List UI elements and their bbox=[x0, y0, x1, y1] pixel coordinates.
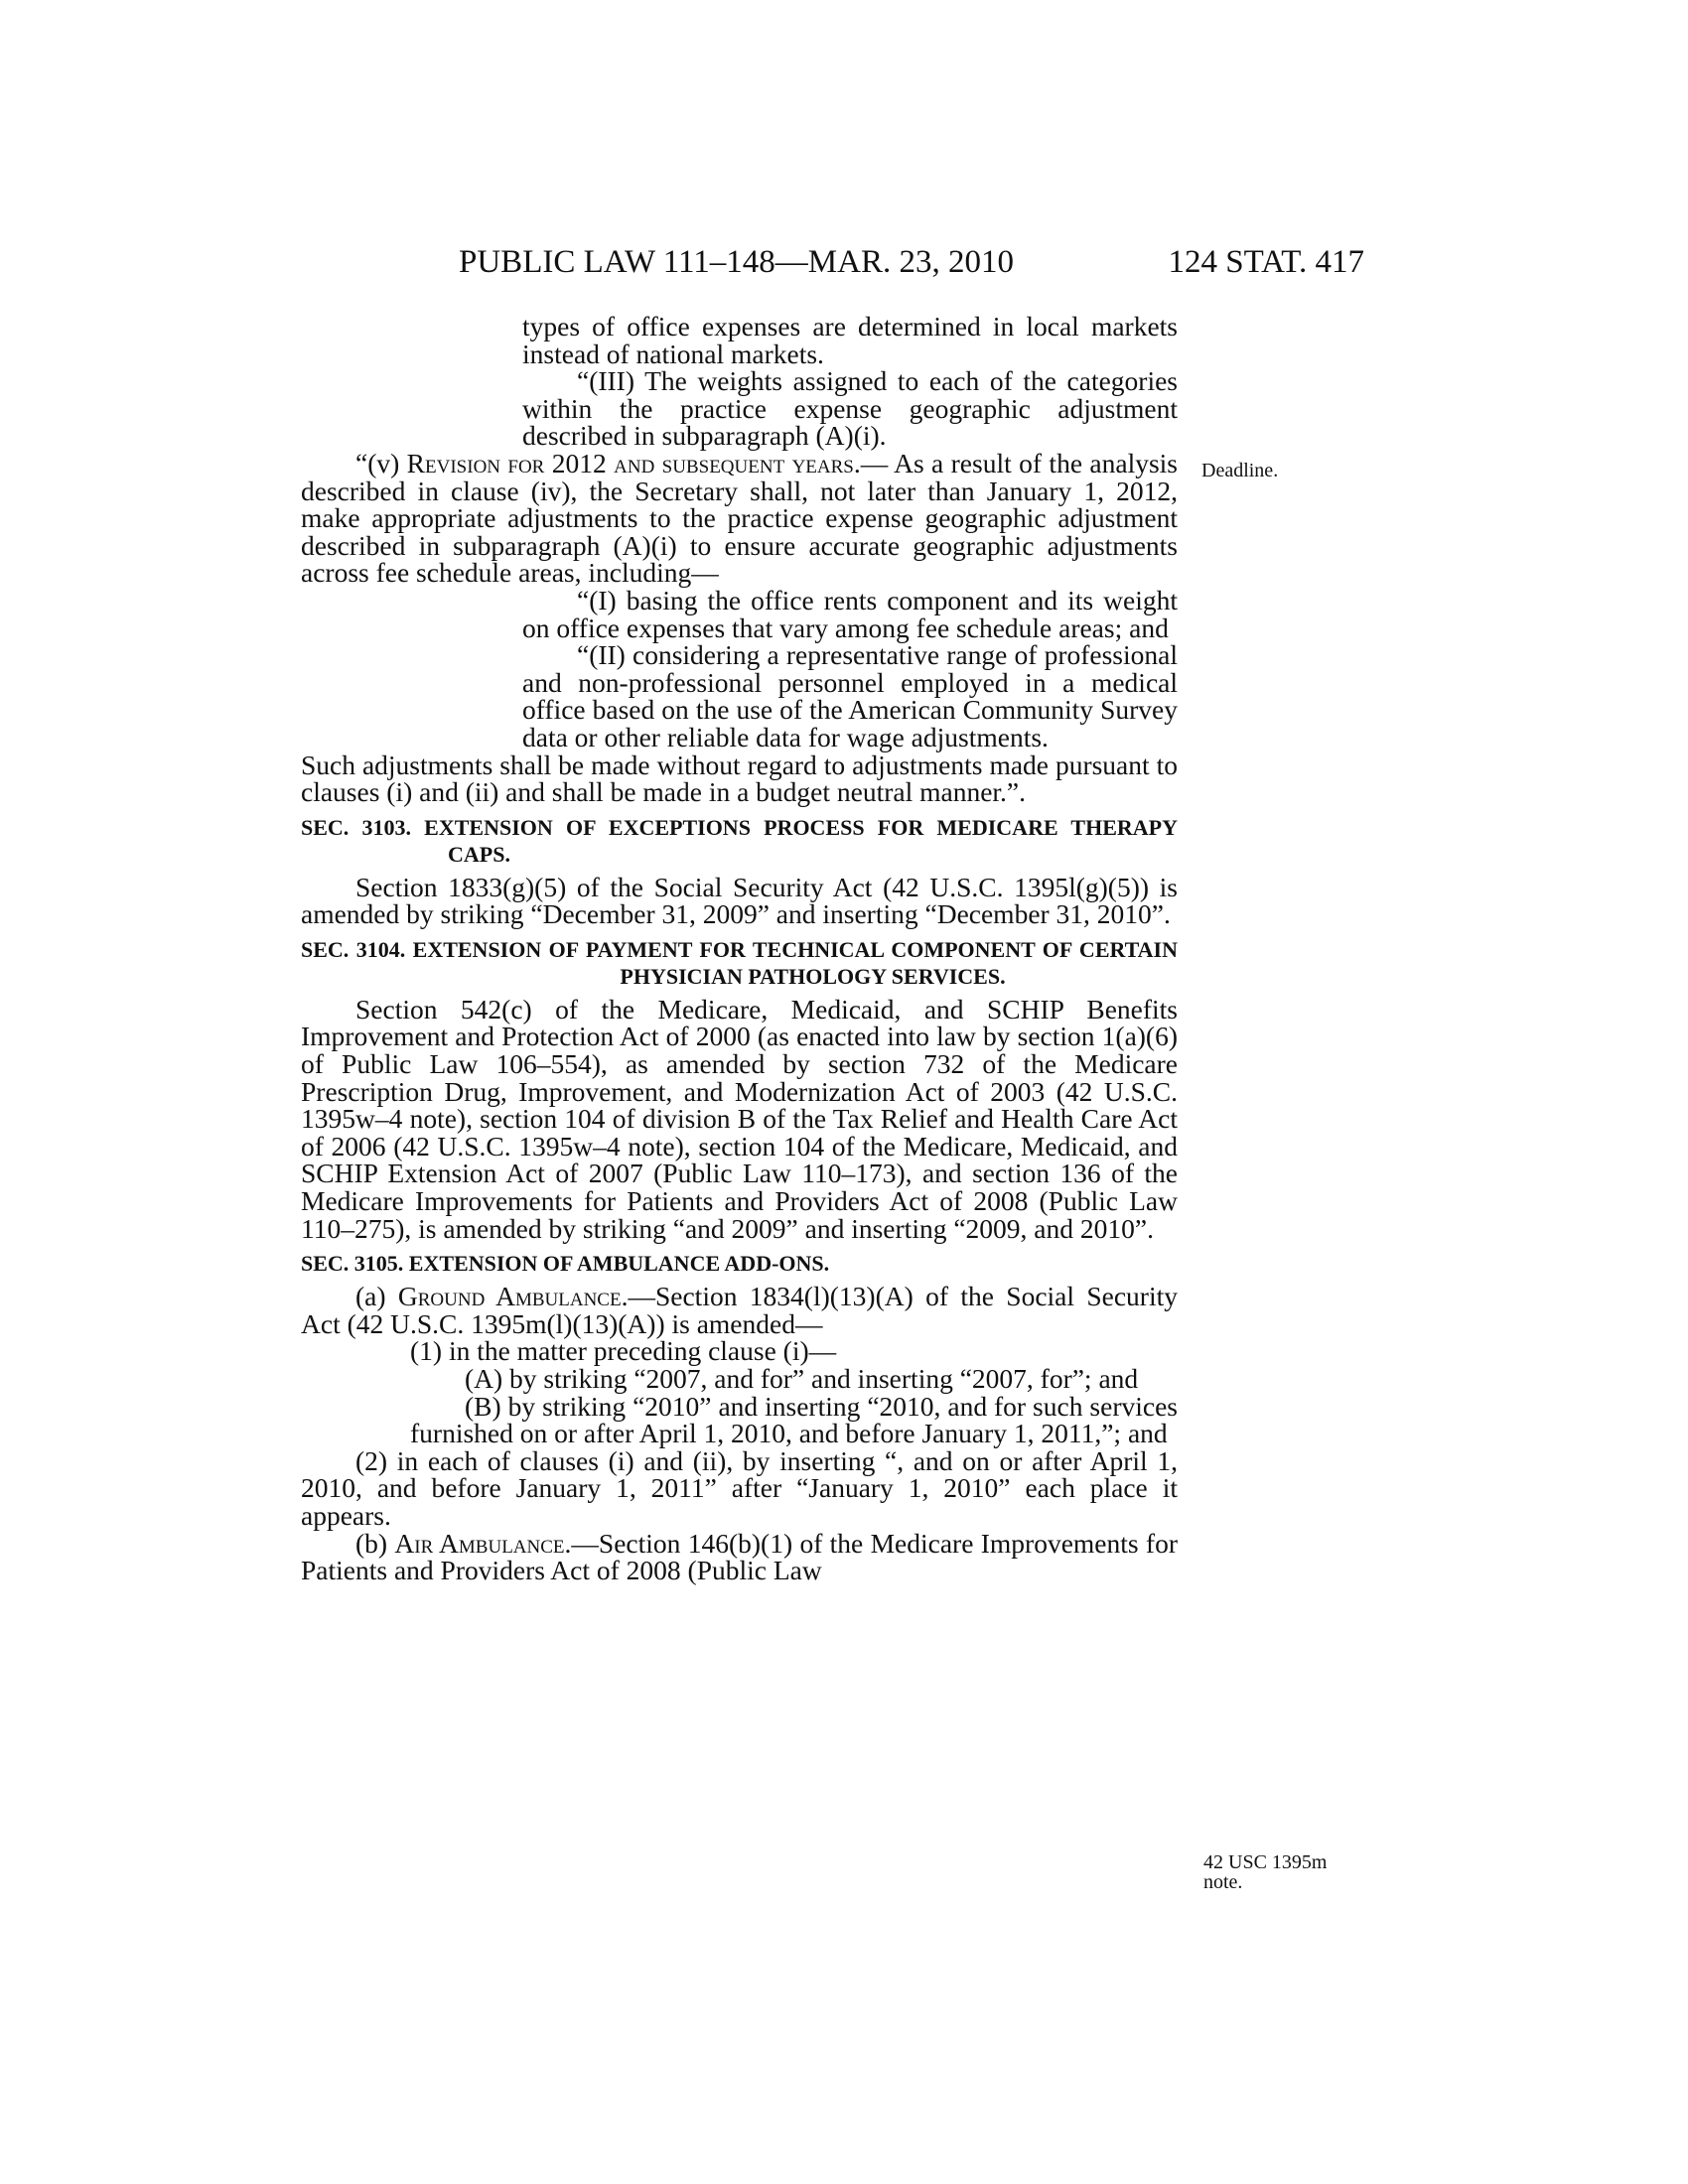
subparagraph-B: (B) by striking “2010” and inserting “2010, and for such services furnished on or after April 1, 2010, and before January 1, 2011,”; and bbox=[410, 1390, 1178, 1449]
subsection-a bbox=[301, 1283, 1178, 1337]
clause-v bbox=[301, 447, 1179, 589]
margin-note-usc-line2: note. bbox=[1203, 1871, 1243, 1893]
section-heading-3104: SEC. 3104. EXTENSION OF PAYMENT FOR TECHNICAL COMPONENT OF CERTAIN PHYSICIAN PATHOLOGY SERVICES. bbox=[301, 936, 1178, 989]
section-heading-3105: SEC. 3105. EXTENSION OF AMBULANCE ADD-ONS. bbox=[301, 1251, 830, 1277]
subsection-b bbox=[301, 1527, 1178, 1586]
clause-v-dash: .— bbox=[853, 447, 889, 478]
subparagraphs bbox=[301, 1365, 1178, 1447]
paragraph-1: (1) in the matter preceding clause (i)— bbox=[410, 1335, 837, 1367]
running-header-law: PUBLIC LAW 111–148—MAR. 23, 2010 bbox=[459, 244, 1014, 280]
subsection-a-heading: Ground Ambulance bbox=[397, 1281, 622, 1312]
subparagraph-A: (A) by striking “2007, and for” and inserting “2007, for”; and bbox=[465, 1363, 1139, 1394]
subclause-II: “(II) considering a representative range of professional and non-professional personnel employed in a medical office based on the use of the American Community Survey data or other reliable data for wage adjustments. bbox=[522, 639, 1178, 752]
subsection-a-text: .—Section 1834(l)(13)(A) of the Social Security Act (42 U.S.C. 1395m(l)(13)(A)) is amended— bbox=[301, 1281, 1178, 1339]
clause-v-text: As a result of the analysis described in clause (iv), the Secretary shall, not later than January 1, 2012, make appropriate adjustments to the practice expense geographic adjustment described in subparagraph (A)(i) to ensure accurate geographic adjustments across fee schedule areas, including— bbox=[301, 447, 1179, 589]
paragraph-2: (2) in each of clauses (i) and (ii), by inserting “, and on or after April 1, 2010, and before January 1, 2011” after “January 1, 2010” each place it appears. bbox=[301, 1444, 1178, 1531]
running-header-stat: 124 STAT. 417 bbox=[1168, 244, 1364, 280]
clause-v-heading: Revision for 2012 and subsequent years bbox=[406, 447, 854, 478]
clause-iv-continuation bbox=[301, 313, 1178, 450]
subsection-b-open: (b) bbox=[355, 1527, 395, 1559]
margin-note-usc-line1: 42 USC 1395m bbox=[1203, 1851, 1328, 1873]
section-text-3103: Section 1833(g)(5) of the Social Security Act (42 U.S.C. 1395l(g)(5)) is amended by striking “December 31, 2009” and inserting “December 31, 2010”. bbox=[301, 871, 1178, 930]
subclause-I: “(I) basing the office rents component and its weight on office expenses that vary among fee schedule areas; and bbox=[522, 584, 1178, 643]
section-text-3104: Section 542(c) of the Medicare, Medicaid, and SCHIP Benefits Improvement and Protection Act of 2000 (as enacted into law by section 1(a)(6) of Public Law 106–554), as amended by section 732 of the Medicare Prescription Drug, Improvement, and Modernization Act of 2003 (42 U.S.C. 1395w–4 note), section 104 of division B of the Tax Relief and Health Care Act of 2006 (42 U.S.C. 1395w–4 note), section 104 of the Medicare, Medicaid, and SCHIP Extension Act of 2007 (Public Law 110–173), and section 136 of the Medicare Improvements for Patients and Providers Act of 2008 (Public Law 110–275), is amended by striking “and 2009” and inserting “2009, and 2010”. bbox=[301, 993, 1178, 1244]
subsection-b-text: .—Section 146(b)(1) of the Medicare Improvements for Patients and Providers Act of 2008 (Public Law bbox=[301, 1527, 1178, 1586]
subclauses bbox=[301, 584, 1178, 752]
subsection-b-heading: Air Ambulance bbox=[394, 1527, 565, 1559]
subsection-a-open: (a) bbox=[355, 1281, 398, 1312]
clause-v-open: “(v) bbox=[355, 447, 407, 478]
margin-note-usc bbox=[1203, 1852, 1327, 1892]
section-heading-3103: SEC. 3103. EXTENSION OF EXCEPTIONS PROCESS FOR MEDICARE THERAPY CAPS. bbox=[301, 814, 1178, 867]
paragraph-text: types of office expenses are determined in local markets instead of national markets. bbox=[522, 311, 1178, 369]
paragraph-text: “(III) The weights assigned to each of the categories within the practice expense geographic adjustment described in subparagraph (A)(i). bbox=[522, 365, 1178, 452]
flush-text: Such adjustments shall be made without regard to adjustments made pursuant to clauses (i) and (ii) and shall be made in a budget neutral manner.”. bbox=[301, 749, 1178, 808]
document-body bbox=[301, 313, 1178, 1584]
margin-note-deadline: Deadline. bbox=[1201, 460, 1279, 481]
